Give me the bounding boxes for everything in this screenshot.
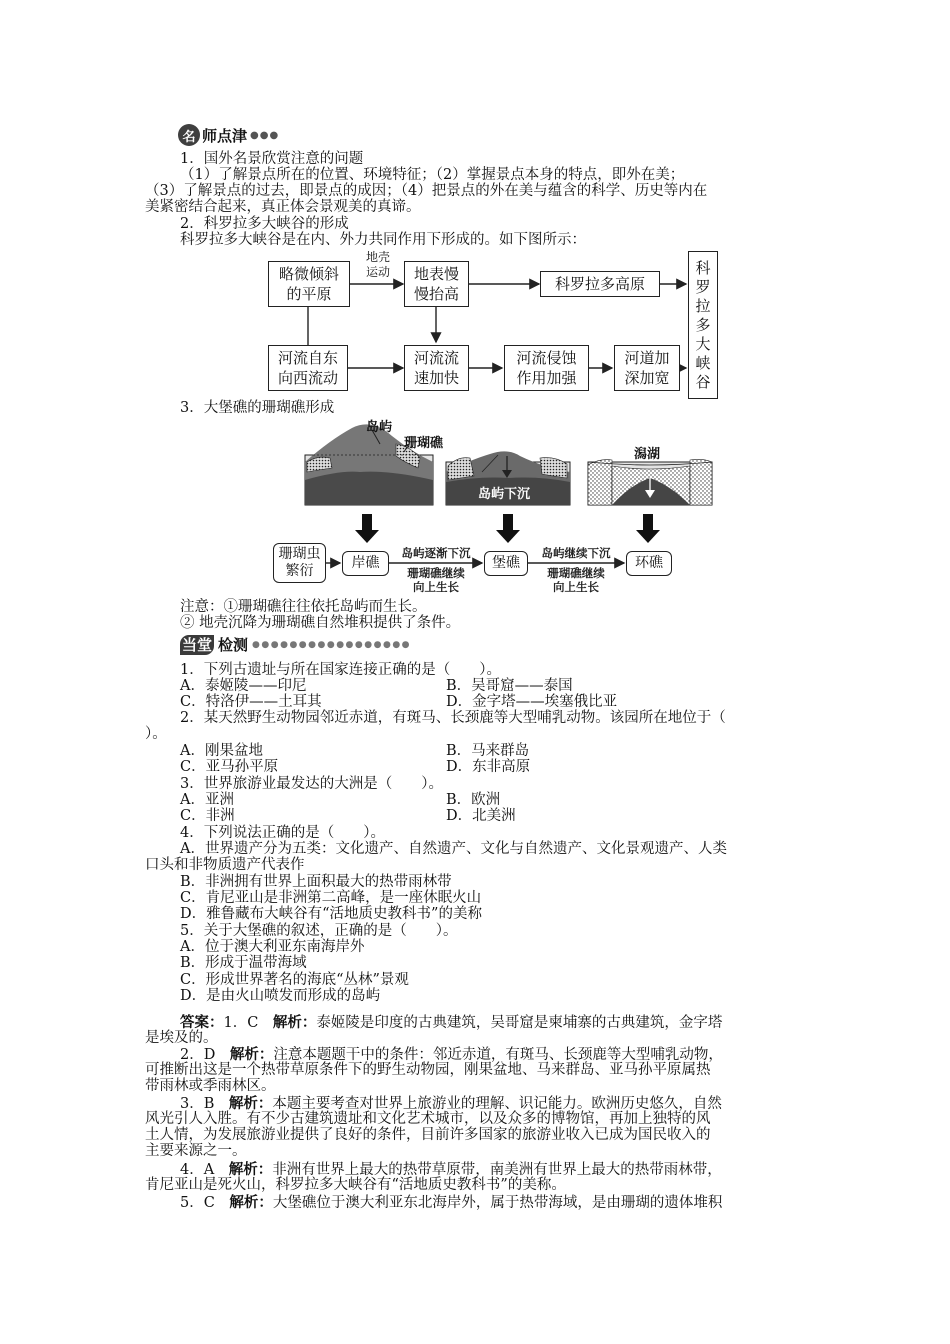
answer-2-cont-2: 带雨林或季雨林区。 (145, 1078, 276, 1094)
label-crust-movement: 地壳 运动 (365, 250, 390, 279)
box-gentle-plain: 略微倾斜 的平原 (268, 261, 350, 307)
answer-5-analysis-label: 解析： (229, 1194, 273, 1211)
test-badge-icon: 当堂 (182, 635, 213, 654)
tips-heading-text: 师点津 (202, 126, 248, 145)
answer-3-cont-1: 风光引人入胜。有不少古建筑遗址和文化艺术城市，以及众多的博物馆，再加上独特的风 (145, 1111, 711, 1127)
box-river-erosion: 河流侵蚀 作用加强 (504, 345, 589, 391)
question-2: 2．某天然野生动物园邻近赤道，有斑马、长颈鹿等大型哺乳动物。该园所在地位于（ (180, 710, 726, 726)
q3-option-a: A．亚洲 (180, 792, 234, 808)
box-surface-uplift: 地表慢 慢抬高 (404, 261, 469, 307)
q4-option-c: C．肯尼亚山是非洲第二高峰，是一座休眠火山 (180, 890, 482, 906)
test-heading-dots: ●●●●●●●●●●●●●●●●● (252, 639, 412, 650)
q2-option-c: C．亚马孙平原 (180, 759, 279, 775)
label-step2-growth: 珊瑚礁继续 向上生长 (547, 566, 605, 594)
answer-3-number: 3．B (180, 1096, 215, 1112)
box-coral-polyps: 珊瑚虫 繁衍 (273, 543, 326, 583)
answer-5-text: 大堡礁位于澳大利亚东北海岸外，属于热带海域，是由珊瑚的遗体堆积 (272, 1195, 723, 1211)
answer-4-analysis-label: 解析： (228, 1161, 273, 1178)
question-2-cont: ）。 (145, 726, 167, 742)
test-heading (180, 634, 411, 655)
answer-4-number: 4．A (180, 1162, 215, 1178)
q3-option-b: B．欧洲 (446, 792, 501, 808)
answer-2-cont-1: 可推断出这是一个热带草原条件下的野生动物园，刚果盆地、马来群岛、亚马孙平原属热 (145, 1062, 711, 1078)
label-step2-sinking: 岛屿继续下沉 (541, 546, 611, 560)
answer-1-number: 1．C (223, 1015, 259, 1031)
q2-option-d: D．东非高原 (446, 759, 531, 775)
answer-1-line (180, 1014, 722, 1032)
q1-option-d: D．金字塔——埃塞俄比亚 (446, 694, 618, 710)
q3-option-c: C．非洲 (180, 808, 235, 824)
box-river-speed: 河流流 速加快 (404, 345, 469, 391)
answer-4-text: 非洲有世界上最大的热带草原带，南美洲有世界上最大的热带雨林带， (272, 1162, 722, 1178)
q3-option-d: D．北美洲 (446, 808, 516, 824)
q2-option-a: A．刚果盆地 (180, 743, 263, 759)
question-3: 3．世界旅游业最发达的大洲是（ ）。 (180, 776, 443, 792)
tips-note-2: ② 地壳沉降为珊瑚礁自然堆积提供了条件。 (180, 615, 461, 631)
q5-option-a: A．位于澳大利亚东南海岸外 (180, 939, 365, 955)
answer-1-text: 泰姬陵是印度的古典建筑，吴哥窟是柬埔寨的古典建筑，金字塔 (316, 1015, 723, 1031)
label-step1-growth: 珊瑚礁继续 向上生长 (407, 566, 465, 594)
tips-line-1: 1．国外名景欣赏注意的问题 (180, 151, 364, 167)
answer-2-number: 2．D (180, 1047, 216, 1063)
reef-cross-sections (0, 0, 950, 600)
answer-3-cont-3: 主要来源之一。 (145, 1143, 247, 1159)
tips-heading-dots: ●●● (250, 129, 280, 141)
label-lagoon: 潟湖 (634, 447, 661, 462)
answer-5-line (180, 1194, 722, 1212)
tips-line-5: 2．科罗拉多大峡谷的形成 (180, 216, 349, 232)
answer-5-number: 5．C (180, 1195, 215, 1211)
box-fringing-reef: 岸礁 (342, 551, 389, 576)
answer-1-analysis-label: 解析： (272, 1014, 317, 1031)
test-heading-text: 检测 (218, 636, 249, 654)
tips-line-6: 科罗拉多大峡谷是在内、外力共同作用下形成的。如下图所示： (180, 232, 586, 248)
label-step1-sinking: 岛屿逐渐下沉 (401, 546, 471, 560)
q4-option-b: B．非洲拥有世界上面积最大的热带雨林带 (180, 874, 452, 890)
answers-label: 答案： (180, 1014, 224, 1031)
tips-line-7: 3．大堡礁的珊瑚礁形成 (180, 400, 335, 416)
question-1: 1．下列古遗址与所在国家连接正确的是（ ）。 (180, 662, 501, 678)
q4-option-a-line1: A．世界遗产分为五类：文化遗产、自然遗产、文化与自然遗产、文化景观遗产、人类 (180, 841, 727, 857)
box-colorado-plateau: 科罗拉多高原 (540, 271, 660, 297)
q5-option-b: B．形成于温带海域 (180, 955, 307, 971)
answer-2-text: 注意本题题干中的条件：邻近赤道，有斑马、长颈鹿等大型哺乳动物， (273, 1047, 723, 1063)
tips-line-3: （3）了解景点的过去，即景点的成因；（4）把景点的外在美与蕴含的科学、历史等内在 (145, 183, 708, 199)
q4-option-d: D．雅鲁藏布大峡谷有“活地质史教科书”的美称 (180, 906, 482, 922)
tips-line-2: （1）了解景点所在的位置、环境特征；（2）掌握景点本身的特点，即外在美； (180, 167, 685, 183)
answer-1-cont: 是埃及的。 (145, 1030, 218, 1046)
answer-3-cont-2: 土人情，为发展旅游业提供了良好的条件，目前许多国家的旅游业收入已成为国民收入的 (145, 1127, 711, 1143)
label-coral-reef: 珊瑚礁 (404, 436, 444, 451)
box-river-east-west: 河流自东 向西流动 (268, 345, 348, 391)
q5-option-c: C．形成世界著名的海底“丛林”景观 (180, 972, 409, 988)
answer-2-analysis-label: 解析： (229, 1046, 274, 1063)
q1-option-a: A．泰姬陵——印尼 (180, 678, 307, 694)
label-island: 岛屿 (366, 420, 393, 435)
q1-option-c: C．特洛伊——土耳其 (180, 694, 322, 710)
question-5: 5．关于大堡礁的叙述，正确的是（ ）。 (180, 923, 458, 939)
label-island-sinking: 岛屿下沉 (476, 483, 532, 502)
box-channel-deepen: 河道加 深加宽 (614, 345, 680, 391)
answer-4-cont: 肯尼亚山是死火山，科罗拉多大峡谷有“活地质史教科书”的美称。 (145, 1177, 566, 1193)
answer-3-analysis-label: 解析： (228, 1095, 273, 1112)
box-grand-canyon: 科 罗 拉 多 大 峡 谷 (688, 251, 718, 399)
tips-line-4: 美紧密结合起来，真正体会景观美的真谛。 (145, 199, 421, 215)
answer-3-text: 本题主要考查对世界上旅游业的理解、识记能力。欧洲历史悠久，自然 (272, 1096, 722, 1112)
q5-option-d: D．是由火山喷发而形成的岛屿 (180, 988, 381, 1004)
q4-option-a-line2: 口头和非物质遗产代表作 (145, 857, 305, 873)
tips-note-1: 注意：①珊瑚礁往往依托岛屿而生长。 (180, 599, 427, 615)
question-4: 4．下列说法正确的是（ ）。 (180, 825, 385, 841)
box-barrier-reef: 堡礁 (484, 551, 528, 576)
q2-option-b: B．马来群岛 (446, 743, 530, 759)
q1-option-b: B．吴哥窟——泰国 (446, 678, 573, 694)
box-atoll: 环礁 (626, 551, 672, 576)
tips-badge-icon: 名 (178, 124, 200, 146)
